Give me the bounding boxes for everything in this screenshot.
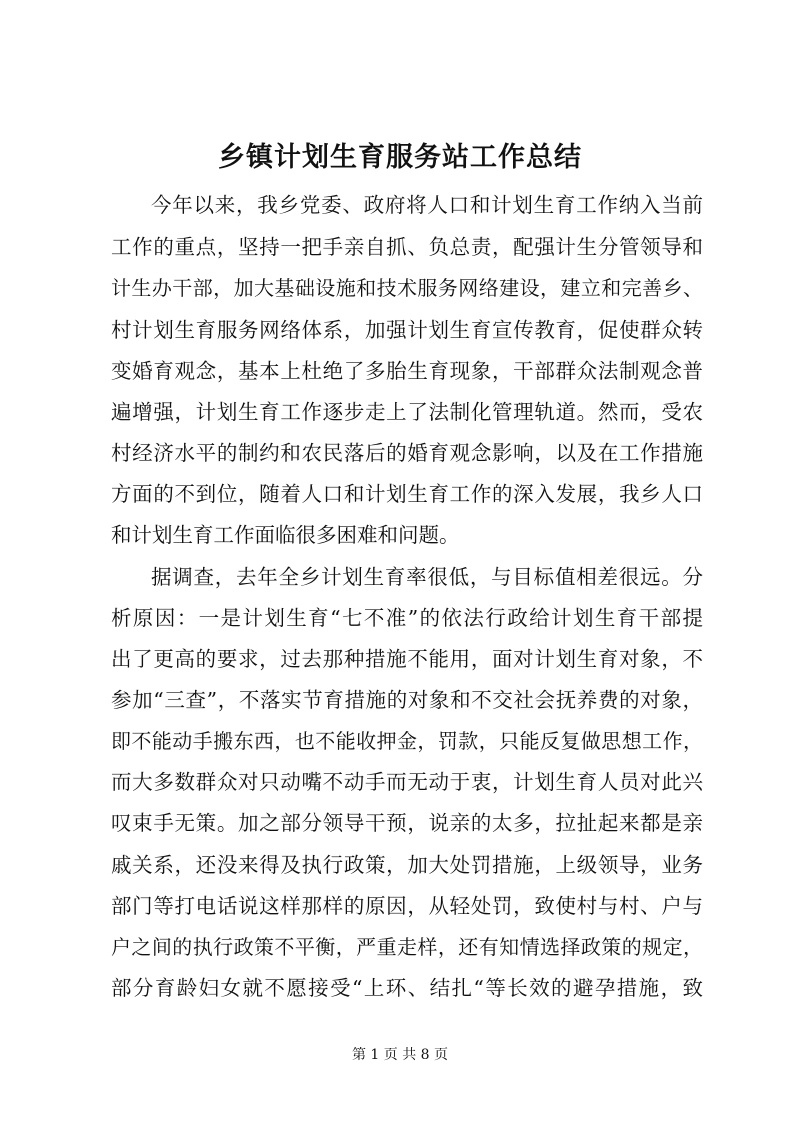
paragraph-line: 遍增强，计划生育工作逐步走上了法制化管理轨道。然而，受农 (111, 400, 703, 424)
paragraph-line: 即不能动手搬东西，也不能收押金，罚款，只能反复做思想工作， (111, 729, 703, 753)
paragraph-line: 出了更高的要求，过去那种措施不能用，面对计划生育对象，不 (111, 647, 703, 671)
paragraph-line: 方面的不到位，随着人口和计划生育工作的深入发展，我乡人口 (111, 482, 703, 506)
paragraph-line: 村经济水平的制约和农民落后的婚育观念影响，以及在工作措施 (111, 441, 703, 465)
paragraph-line: 户之间的执行政策不平衡，严重走样，还有知情选择政策的规定， (111, 935, 703, 959)
paragraph-line: 而大多数群众对只动嘴不动手而无动于衷，计划生育人员对此兴 (111, 770, 703, 794)
paragraph-line: 和计划生育工作面临很多困难和问题。 (111, 523, 460, 547)
paragraph-line: 计生办干部，加大基础设施和技术服务网络建设，建立和完善乡、 (111, 276, 703, 300)
paragraph-line: 工作的重点，坚持一把手亲自抓、负总责，配强计生分管领导和 (111, 235, 703, 259)
page-number-footer: 第 1 页 共 8 页 (351, 1047, 449, 1063)
paragraph-line: 今年以来，我乡党委、政府将人口和计划生育工作纳入当前 (151, 193, 703, 217)
paragraph-line: 叹束手无策。加之部分领导干预，说亲的太多，拉扯起来都是亲 (111, 811, 703, 835)
paragraph-line: 参加“三查”，不落实节育措施的对象和不交社会抚养费的对象， (111, 688, 703, 712)
paragraph-line: 析原因：一是计划生育“七不准”的依法行政给计划生育干部提 (111, 606, 703, 630)
paragraph-line: 戚关系，还没来得及执行政策，加大处罚措施，上级领导，业务 (111, 853, 703, 877)
paragraph-line: 部分育龄妇女就不愿接受“上环、结扎“等长效的避孕措施，致 (111, 976, 703, 1000)
paragraph-line: 据调查，去年全乡计划生育率很低，与目标值相差很远。分 (151, 565, 703, 589)
paragraph-line: 部门等打电话说这样那样的原因，从轻处罚，致使村与村、户与 (111, 894, 703, 918)
paragraph-line: 变婚育观念，基本上杜绝了多胎生育现象，干部群众法制观念普 (111, 359, 703, 383)
paragraph-line: 村计划生育服务网络体系，加强计划生育宣传教育，促使群众转 (111, 318, 703, 342)
document-title: 乡镇计划生育服务站工作总结 (218, 142, 582, 173)
